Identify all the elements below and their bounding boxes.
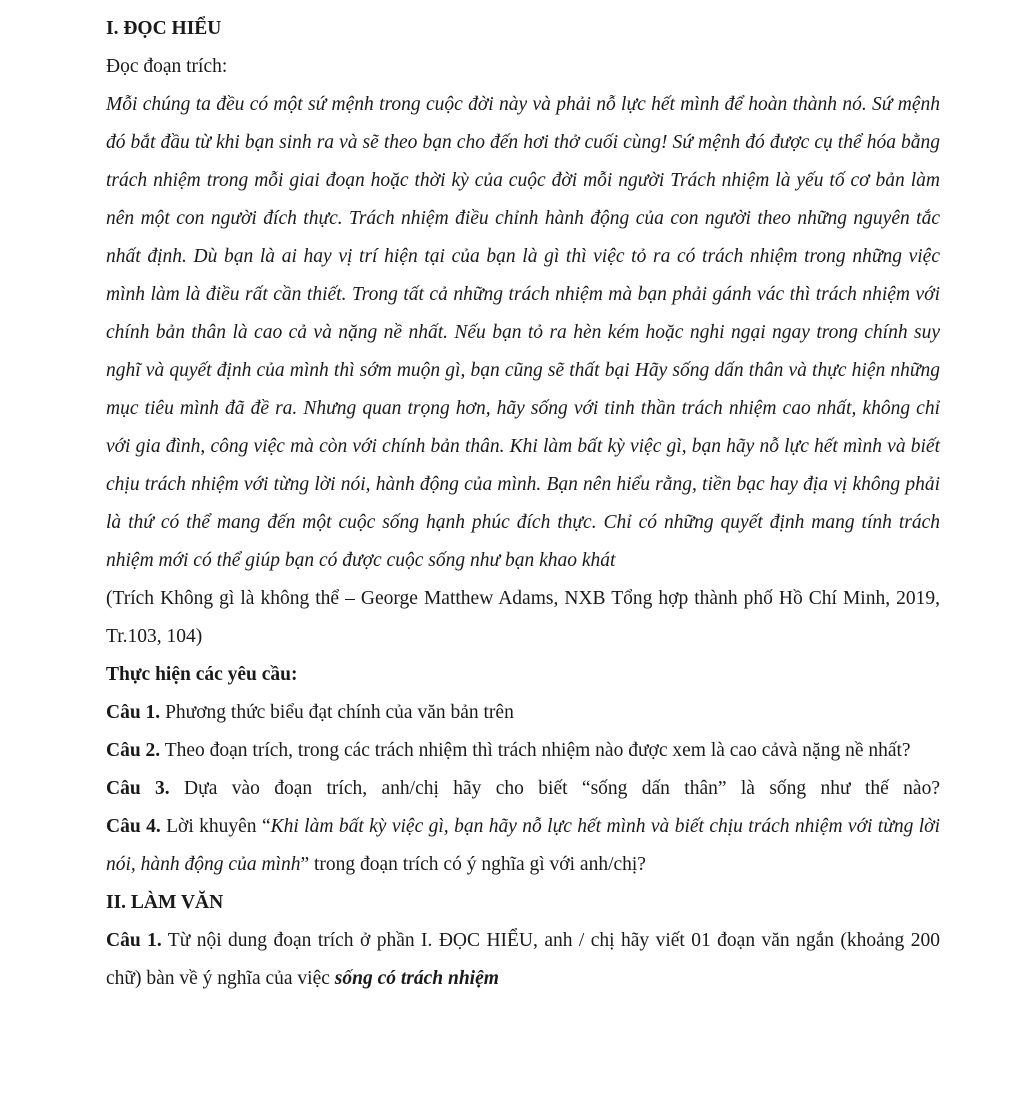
- reading-intro: Đọc đoạn trích:: [106, 56, 228, 77]
- question-2-label: Câu 2.: [106, 740, 161, 761]
- section-reading-heading: I. ĐỌC HIỂU: [106, 18, 222, 39]
- writing-question-1: [106, 922, 940, 998]
- question-1-label: Câu 1.: [106, 702, 161, 723]
- writing-question-1-text: Từ nội dung đoạn trích ở phần I. ĐỌC HIỂU, anh / chị hãy viết 01 đoạn văn ngắn (khoảng 200 chữ) bàn về ý nghĩa của việc: [106, 930, 940, 989]
- question-3-label: Câu 3.: [106, 778, 170, 799]
- writing-question-1-emphasis: sống có trách nhiệm: [334, 968, 499, 989]
- question-4-quote: Khi làm bất kỳ việc gì, bạn hãy nỗ lực hết mình và biết chịu trách nhiệm với từng lời nói, hành động của mình: [106, 816, 940, 875]
- writing-question-1-label: Câu 1.: [106, 930, 162, 951]
- excerpt-source: (Trích Không gì là không thể – George Matthew Adams, NXB Tổng hợp thành phố Hồ Chí Minh, 2019, Tr.103, 104): [106, 588, 940, 647]
- question-3-text: Dựa vào đoạn trích, anh/chị hãy cho biết “sống dấn thân” là sống như thế nào?: [169, 778, 940, 799]
- question-2-text: Theo đoạn trích, trong các trách nhiệm thì trách nhiệm nào được xem là cao cảvà nặng nề nhất?: [160, 740, 911, 761]
- question-3: [106, 770, 940, 808]
- excerpt-passage: Mỗi chúng ta đều có một sứ mệnh trong cuộc đời này và phải nỗ lực hết mình để hoàn thành nó. Sứ mệnh đó bắt đầu từ khi bạn sinh ra và sẽ theo bạn cho đến hơi thở cuối cùng! Sứ mệnh đó được cụ thể hóa bằng trách nhiệm trong mỗi giai đoạn hoặc thời kỳ của cuộc đời mỗi người Trách nhiệm là yếu tố cơ bản làm nên một con người đích thực. Trách nhiệm điều chỉnh hành động của con người theo những nguyên tắc nhất định. Dù bạn là ai hay vị trí hiện tại của bạn là gì thì việc tỏ ra có trách nhiệm trong những việc mình làm là điều rất cần thiết. Trong tất cả những trách nhiệm mà bạn phải gánh vác thì trách nhiệm với chính bản thân là cao cả và nặng nề nhất. Nếu bạn tỏ ra hèn kém hoặc nghi ngại ngay trong chính suy nghĩ và quyết định của mình thì sớm muộn gì, bạn cũng sẽ thất bại Hãy sống dấn thân và thực hiện những mục tiêu mình đã đề ra. Nhưng quan trọng hơn, hãy sống với tinh thần trách nhiệm cao nhất, không chỉ với gia đình, công việc mà còn với chính bản thân. Khi làm bất kỳ việc gì, bạn hãy nỗ lực hết mình và biết chịu trách nhiệm với từng lời nói, hành động của mình. Bạn nên hiểu rằng, tiền bạc hay địa vị không phải là thứ có thể mang đến một cuộc sống hạnh phúc đích thực. Chỉ có những quyết định mang tính trách nhiệm mới có thể giúp bạn có được cuộc sống như bạn khao khát: [106, 94, 940, 571]
- tasks-label: Thực hiện các yêu cầu:: [106, 664, 298, 685]
- question-4-label: Câu 4.: [106, 816, 161, 837]
- question-4-suffix: ” trong đoạn trích có ý nghĩa gì với anh/chị?: [300, 854, 646, 875]
- question-4: [106, 808, 940, 884]
- question-1: [106, 694, 940, 732]
- section-writing-heading: II. LÀM VĂN: [106, 892, 224, 913]
- question-4-prefix: Lời khuyên “: [160, 816, 271, 837]
- question-2: [106, 732, 940, 770]
- question-1-text: Phương thức biểu đạt chính của văn bản trên: [160, 702, 514, 723]
